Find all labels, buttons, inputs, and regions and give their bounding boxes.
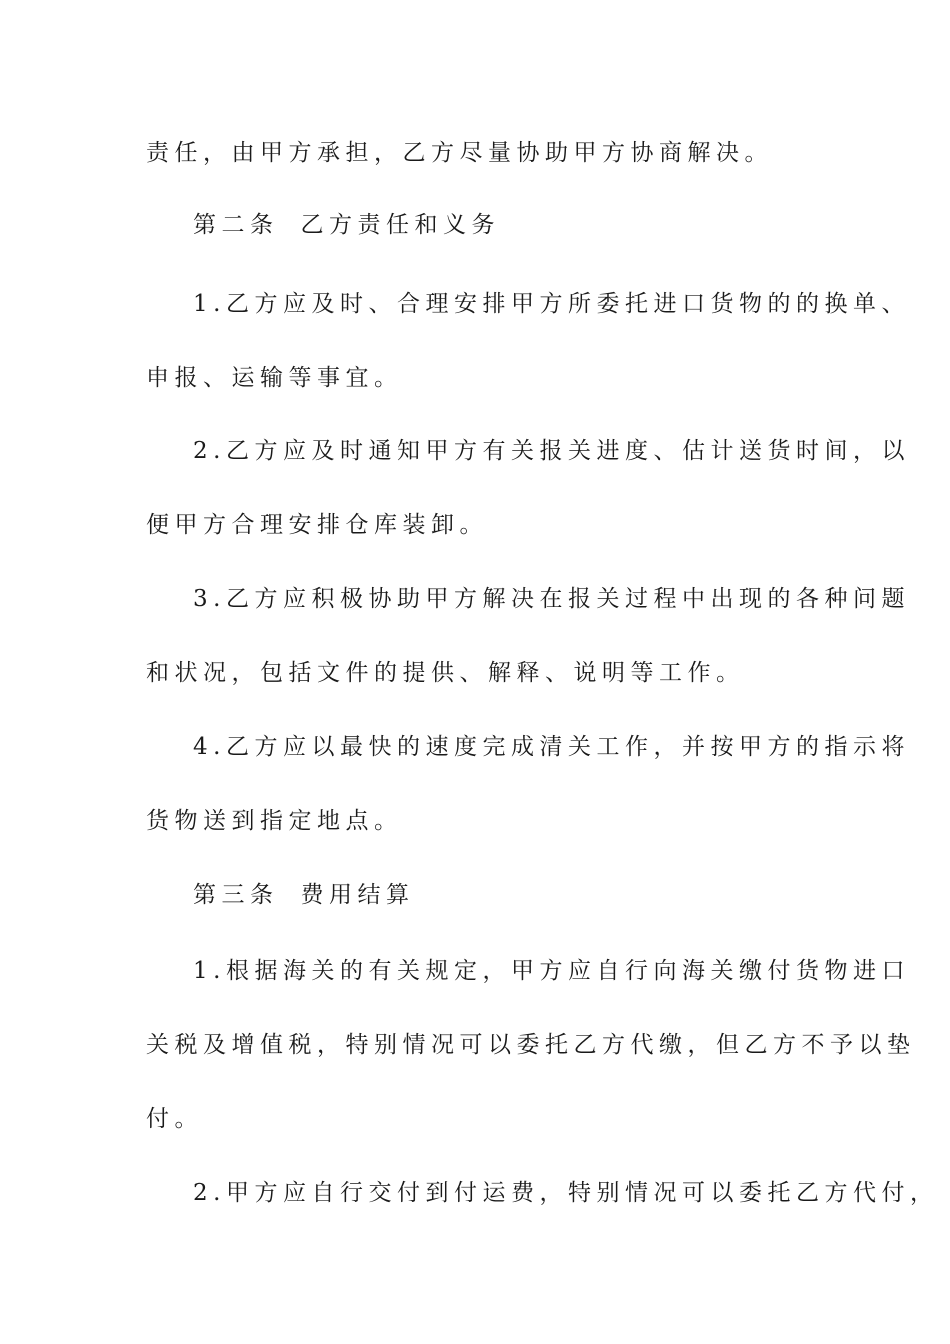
paragraph-line: 申报、运输等事宜。 — [146, 365, 403, 391]
paragraph-line: 责任，由甲方承担，乙方尽量协助甲方协商解决。 — [146, 140, 773, 166]
paragraph-line: 4.乙方应以最快的速度完成清关工作，并按甲方的指示将 — [193, 734, 910, 760]
article-heading — [193, 210, 873, 240]
paragraph-line: 和状况，包括文件的提供、解释、说明等工作。 — [146, 660, 745, 686]
paragraph-line: 付。 — [146, 1106, 203, 1132]
paragraph-line: 3.乙方应积极协助甲方解决在报关过程中出现的各种问题 — [193, 586, 910, 612]
paragraph-line: 1.乙方应及时、合理安排甲方所委托进口货物的的换单、 — [193, 291, 910, 317]
paragraph-line: 便甲方合理安排仓库装卸。 — [146, 512, 488, 538]
paragraph-line: 2.甲方应自行交付到付运费，特别情况可以委托乙方代付， — [193, 1180, 939, 1206]
paragraph-line: 1.根据海关的有关规定，甲方应自行向海关缴付货物进口 — [193, 958, 910, 984]
paragraph-line: 关税及增值税，特别情况可以委托乙方代缴，但乙方不予以垫 — [146, 1032, 916, 1058]
paragraph-line: 2.乙方应及时通知甲方有关报关进度、估计送货时间，以 — [193, 438, 910, 464]
article-number: 第二条 — [193, 212, 279, 238]
article-heading — [193, 880, 873, 910]
article-title: 费用结算 — [300, 882, 415, 908]
paragraph-line: 货物送到指定地点。 — [146, 808, 403, 834]
article-title: 乙方责任和义务 — [300, 212, 500, 238]
article-number: 第三条 — [193, 882, 279, 908]
